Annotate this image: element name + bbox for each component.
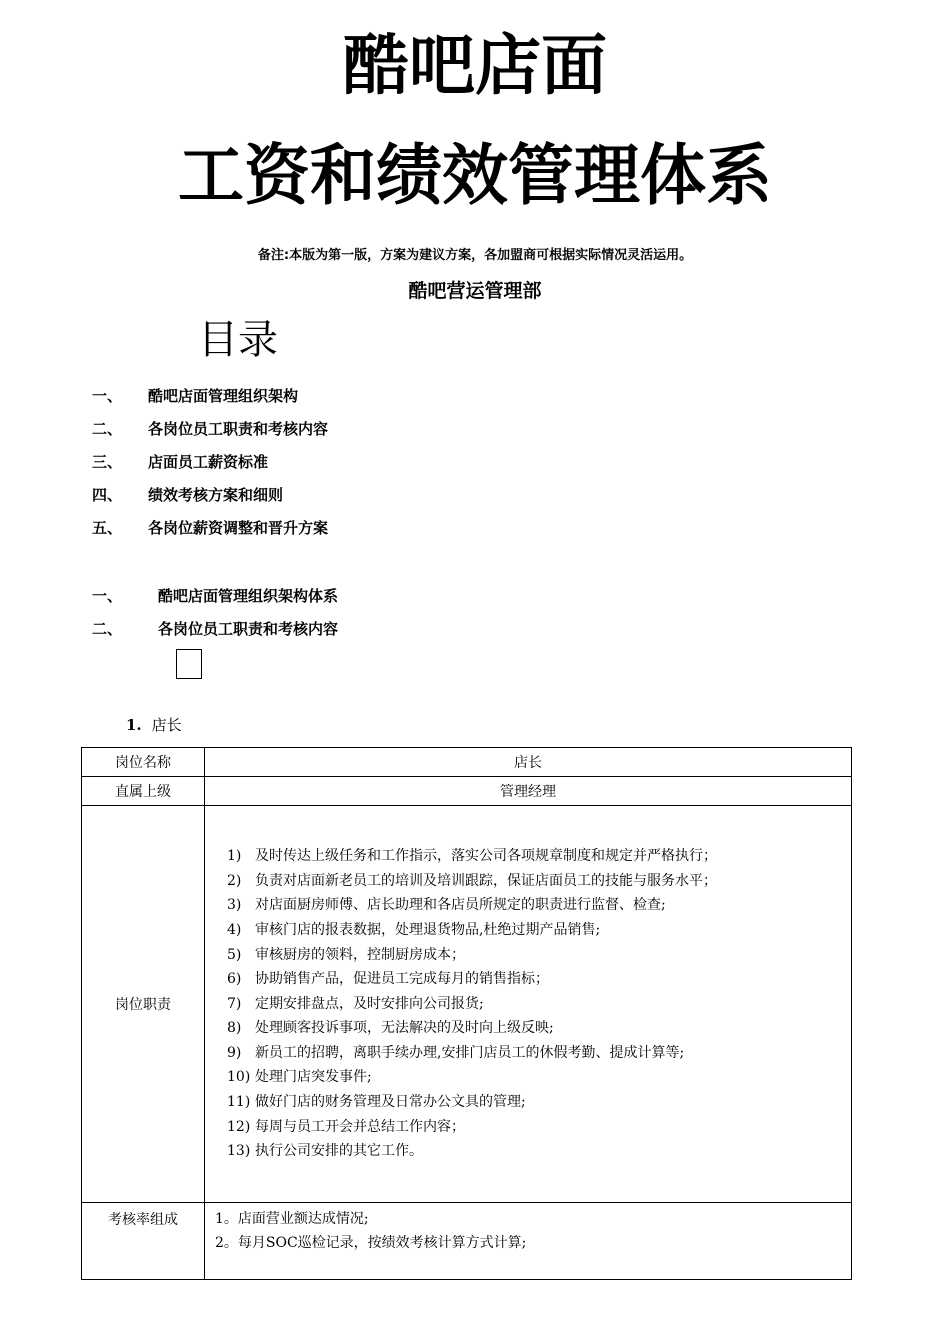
list-item [227,1041,851,1066]
list-item [227,1090,851,1115]
list-item [227,893,851,918]
document-title-line2: 工资和绩效管理体系 [178,137,772,214]
duty-index: 12) [227,1118,251,1135]
list-item [227,943,851,968]
list-item: 1。店面营业额达成情况; [215,1211,369,1227]
list-item [227,1065,851,1090]
criteria-list [205,1203,851,1255]
list-item [227,992,851,1017]
version-note: 备注:本版为第一版，方案为建议方案，各加盟商可根据实际情况灵活运用。 [257,248,693,263]
duty-index: 4) [227,921,242,938]
job-description-table [81,747,852,1280]
list-item: 2。每月SOC巡检记录，按绩效考核计算方式计算; [215,1235,527,1251]
list-item [227,869,851,894]
row-label: 岗位名称 [82,748,205,777]
row-value: 店长 [205,748,852,777]
subsection-heading [126,713,182,737]
duties-cell [205,806,852,1203]
toc-item-number: 一、 [92,387,123,405]
toc-item-text: 店面员工薪资标准 [148,453,269,471]
toc-item-text: 酷吧店面管理组织架构 [148,387,299,405]
duty-index: 5) [227,946,242,963]
duty-index: 3) [227,897,242,914]
duty-text: 处理顾客投诉事项，无法解决的及时向上级反映; [255,1020,554,1037]
row-label: 岗位职责 [82,806,205,1203]
duty-text: 每周与员工开会并总结工作内容； [255,1118,465,1135]
list-item [227,1016,851,1041]
duty-text: 做好门店的财务管理及日常办公文具的管理; [255,1094,526,1111]
duty-text: 新员工的招聘，离职手续办理,安排门店员工的休假考勤、提成计算等; [255,1044,685,1061]
toc-heading: 目录 [198,317,278,363]
subsection-title: 店长 [151,716,182,734]
department-name: 酷吧营运管理部 [408,280,542,302]
duty-text: 审核门店的报表数据，处理退货物品,杜绝过期产品销售; [255,921,601,938]
list-item [227,1139,851,1164]
row-label: 直属上级 [82,777,205,806]
placeholder-box [176,649,202,679]
criteria-cell [205,1203,852,1280]
row-value: 管理经理 [205,777,852,806]
duty-index: 10) [227,1069,251,1086]
duty-text: 负责对店面新老员工的培训及培训跟踪，保证店面员工的技能与服务水平； [255,872,717,889]
duty-index: 8) [227,1020,242,1037]
duty-index: 9) [227,1044,242,1061]
document-title-line1: 酷吧店面 [343,27,607,104]
section-number: 一、 [92,587,123,605]
duty-index: 6) [227,971,242,988]
table-row [82,1203,852,1280]
duty-text: 及时传达上级任务和工作指示，落实公司各项规章制度和规定并严格执行； [255,848,717,865]
subsection-number: 1. [126,716,142,734]
duties-list [205,844,851,1164]
duty-text: 对店面厨房师傅、店长助理和各店员所规定的职责进行监督、检查; [255,897,666,914]
list-item [227,1115,851,1140]
toc-item-text: 各岗位薪资调整和晋升方案 [148,519,329,537]
duty-text: 定期安排盘点，及时安排向公司报货; [255,995,484,1012]
table-row [82,777,852,806]
duty-index: 13) [227,1143,251,1160]
table-row [82,748,852,777]
duty-index: 1) [227,848,242,865]
section-title: 各岗位员工职责和考核内容 [158,620,339,638]
list-item [227,844,851,869]
toc-item-number: 三、 [92,453,123,471]
duty-index: 2) [227,872,242,889]
list-item [227,918,851,943]
duty-text: 处理门店突发事件; [255,1069,372,1086]
toc-item-text: 各岗位员工职责和考核内容 [148,420,329,438]
section-title: 酷吧店面管理组织架构体系 [158,587,339,605]
duty-index: 11) [227,1094,251,1111]
toc-item-number: 二、 [92,420,123,438]
duty-text: 执行公司安排的其它工作。 [255,1143,423,1160]
toc-item-text: 绩效考核方案和细则 [148,486,284,504]
table-row [82,806,852,1203]
list-item [227,967,851,992]
duty-text: 协助销售产品，促进员工完成每月的销售指标； [255,971,549,988]
row-label: 考核率组成 [82,1203,205,1280]
section-number: 二、 [92,620,123,638]
duty-text: 审核厨房的领料，控制厨房成本； [255,946,465,963]
toc-item-number: 四、 [92,486,123,504]
toc-item-number: 五、 [92,519,123,537]
duty-index: 7) [227,995,242,1012]
